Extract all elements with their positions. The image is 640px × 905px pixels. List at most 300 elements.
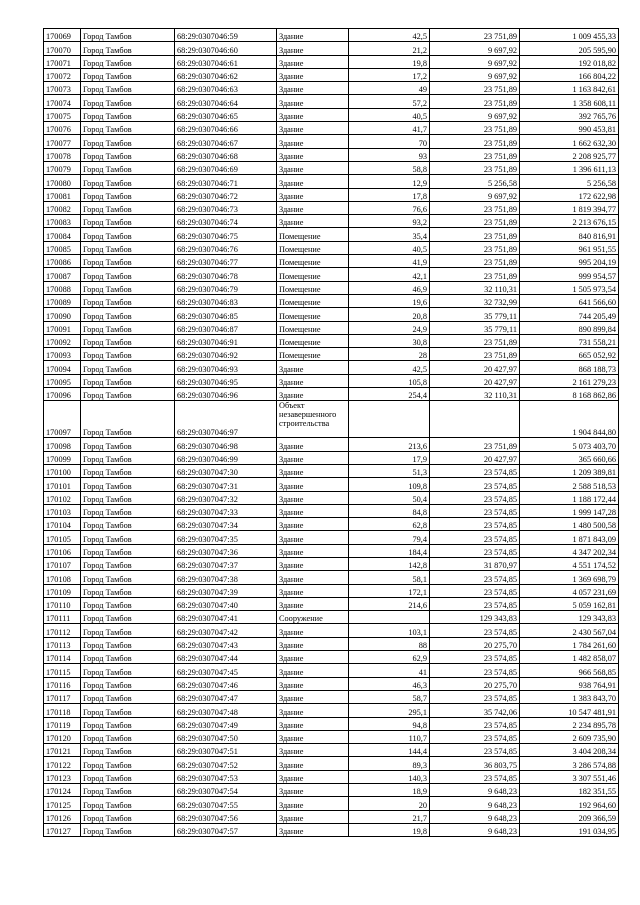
table-body xyxy=(44,29,619,837)
object-type-cell: Помещение xyxy=(277,348,349,361)
cadastral-number-cell: 68:29:0307046:87 xyxy=(175,321,277,334)
locality-cell: Город Тамбов xyxy=(81,401,175,438)
specific-value-cell: 9 648,23 xyxy=(430,797,520,810)
specific-value-cell: 23 751,89 xyxy=(430,95,520,108)
cadastral-value-cell: 1 999 147,28 xyxy=(520,504,619,517)
row-number-cell: 170082 xyxy=(44,201,81,214)
cadastral-value-cell: 744 205,49 xyxy=(520,308,619,321)
area-cell: 42,5 xyxy=(349,361,430,374)
specific-value-cell: 23 751,89 xyxy=(430,82,520,95)
locality-cell: Город Тамбов xyxy=(81,188,175,201)
row-number-cell: 170102 xyxy=(44,491,81,504)
cadastral-value-cell: 938 764,91 xyxy=(520,677,619,690)
table-row xyxy=(44,584,619,597)
area-cell: 70 xyxy=(349,135,430,148)
cadastral-value-cell: 1 369 698,79 xyxy=(520,571,619,584)
area-cell: 295,1 xyxy=(349,704,430,717)
cadastral-value-cell: 191 034,95 xyxy=(520,823,619,836)
specific-value-cell: 36 803,75 xyxy=(430,757,520,770)
area-cell: 12,9 xyxy=(349,175,430,188)
locality-cell: Город Тамбов xyxy=(81,42,175,55)
specific-value-cell: 23 574,85 xyxy=(430,744,520,757)
table-row xyxy=(44,690,619,703)
row-number-cell: 170071 xyxy=(44,55,81,68)
object-type-cell: Здание xyxy=(277,451,349,464)
table-row xyxy=(44,68,619,81)
cadastral-number-cell: 68:29:0307046:75 xyxy=(175,228,277,241)
area-cell xyxy=(349,611,430,624)
object-type-cell: Здание xyxy=(277,478,349,491)
locality-cell: Город Тамбов xyxy=(81,255,175,268)
specific-value-cell: 35 742,06 xyxy=(430,704,520,717)
cadastral-value-cell: 731 558,21 xyxy=(520,334,619,347)
row-number-cell: 170099 xyxy=(44,451,81,464)
area-cell: 40,5 xyxy=(349,108,430,121)
cadastral-value-cell: 868 188,73 xyxy=(520,361,619,374)
area-cell: 58,1 xyxy=(349,571,430,584)
table-row xyxy=(44,810,619,823)
area-cell: 30,8 xyxy=(349,334,430,347)
specific-value-cell: 23 751,89 xyxy=(430,135,520,148)
specific-value-cell: 9 648,23 xyxy=(430,823,520,836)
cadastral-value-cell: 3 404 208,34 xyxy=(520,744,619,757)
table-row xyxy=(44,438,619,451)
table-row xyxy=(44,29,619,42)
table-row xyxy=(44,797,619,810)
row-number-cell: 170110 xyxy=(44,597,81,610)
table-row xyxy=(44,108,619,121)
locality-cell: Город Тамбов xyxy=(81,544,175,557)
locality-cell: Город Тамбов xyxy=(81,451,175,464)
cadastral-number-cell: 68:29:0307046:85 xyxy=(175,308,277,321)
cadastral-number-cell: 68:29:0307047:38 xyxy=(175,571,277,584)
locality-cell: Город Тамбов xyxy=(81,294,175,307)
area-cell: 51,3 xyxy=(349,464,430,477)
table-row xyxy=(44,268,619,281)
area-cell: 18,9 xyxy=(349,784,430,797)
object-type-cell: Здание xyxy=(277,122,349,135)
specific-value-cell: 23 751,89 xyxy=(430,161,520,174)
specific-value-cell: 9 697,92 xyxy=(430,108,520,121)
cadastral-value-cell: 392 765,76 xyxy=(520,108,619,121)
cadastral-value-cell: 205 595,90 xyxy=(520,42,619,55)
table-row xyxy=(44,281,619,294)
area-cell: 41 xyxy=(349,664,430,677)
locality-cell: Город Тамбов xyxy=(81,677,175,690)
row-number-cell: 170086 xyxy=(44,255,81,268)
object-type-cell: Здание xyxy=(277,704,349,717)
area-cell: 140,3 xyxy=(349,770,430,783)
table-row xyxy=(44,135,619,148)
cadastral-number-cell: 68:29:0307046:60 xyxy=(175,42,277,55)
cadastral-value-cell: 5 256,58 xyxy=(520,175,619,188)
row-number-cell: 170115 xyxy=(44,664,81,677)
object-type-cell: Здание xyxy=(277,108,349,121)
area-cell: 62,8 xyxy=(349,518,430,531)
cadastral-number-cell: 68:29:0307046:99 xyxy=(175,451,277,464)
object-type-cell: Здание xyxy=(277,784,349,797)
area-cell: 41,7 xyxy=(349,122,430,135)
locality-cell: Город Тамбов xyxy=(81,148,175,161)
table-row xyxy=(44,544,619,557)
specific-value-cell: 5 256,58 xyxy=(430,175,520,188)
table-row xyxy=(44,122,619,135)
cadastral-number-cell: 68:29:0307046:83 xyxy=(175,294,277,307)
specific-value-cell: 20 427,97 xyxy=(430,361,520,374)
object-type-cell: Здание xyxy=(277,717,349,730)
locality-cell: Город Тамбов xyxy=(81,491,175,504)
area-cell: 50,4 xyxy=(349,491,430,504)
row-number-cell: 170105 xyxy=(44,531,81,544)
locality-cell: Город Тамбов xyxy=(81,784,175,797)
row-number-cell: 170108 xyxy=(44,571,81,584)
table-row xyxy=(44,664,619,677)
specific-value-cell: 9 697,92 xyxy=(430,42,520,55)
row-number-cell: 170074 xyxy=(44,95,81,108)
cadastral-value-cell: 1 009 455,33 xyxy=(520,29,619,42)
specific-value-cell: 20 275,70 xyxy=(430,677,520,690)
row-number-cell: 170118 xyxy=(44,704,81,717)
table-row xyxy=(44,161,619,174)
object-type-cell: Здание xyxy=(277,597,349,610)
cadastral-number-cell: 68:29:0307047:43 xyxy=(175,637,277,650)
table-row xyxy=(44,294,619,307)
table-row xyxy=(44,255,619,268)
table-row xyxy=(44,597,619,610)
object-type-cell: Здание xyxy=(277,730,349,743)
specific-value-cell xyxy=(430,401,520,438)
row-number-cell: 170069 xyxy=(44,29,81,42)
object-type-cell: Здание xyxy=(277,531,349,544)
table-row xyxy=(44,188,619,201)
area-cell: 58,7 xyxy=(349,690,430,703)
table-row xyxy=(44,504,619,517)
locality-cell: Город Тамбов xyxy=(81,704,175,717)
specific-value-cell: 9 697,92 xyxy=(430,55,520,68)
row-number-cell: 170075 xyxy=(44,108,81,121)
locality-cell: Город Тамбов xyxy=(81,823,175,836)
locality-cell: Город Тамбов xyxy=(81,637,175,650)
row-number-cell: 170103 xyxy=(44,504,81,517)
area-cell: 35,4 xyxy=(349,228,430,241)
cadastral-number-cell: 68:29:0307046:74 xyxy=(175,215,277,228)
table-row xyxy=(44,55,619,68)
cadastral-number-cell: 68:29:0307046:91 xyxy=(175,334,277,347)
row-number-cell: 170098 xyxy=(44,438,81,451)
area-cell: 214,6 xyxy=(349,597,430,610)
cadastral-value-cell: 999 954,57 xyxy=(520,268,619,281)
table-row xyxy=(44,95,619,108)
row-number-cell: 170088 xyxy=(44,281,81,294)
cadastral-number-cell: 68:29:0307046:92 xyxy=(175,348,277,361)
cadastral-number-cell: 68:29:0307047:31 xyxy=(175,478,277,491)
row-number-cell: 170081 xyxy=(44,188,81,201)
row-number-cell: 170097 xyxy=(44,401,81,438)
cadastral-number-cell: 68:29:0307047:55 xyxy=(175,797,277,810)
object-type-cell: Помещение xyxy=(277,294,349,307)
locality-cell: Город Тамбов xyxy=(81,571,175,584)
cadastral-number-cell: 68:29:0307047:39 xyxy=(175,584,277,597)
object-type-cell: Сооружение xyxy=(277,611,349,624)
row-number-cell: 170124 xyxy=(44,784,81,797)
cadastral-number-cell: 68:29:0307047:56 xyxy=(175,810,277,823)
specific-value-cell: 20 275,70 xyxy=(430,637,520,650)
specific-value-cell: 23 751,89 xyxy=(430,255,520,268)
locality-cell: Город Тамбов xyxy=(81,478,175,491)
locality-cell: Город Тамбов xyxy=(81,108,175,121)
cadastral-value-cell: 1 396 611,13 xyxy=(520,161,619,174)
locality-cell: Город Тамбов xyxy=(81,531,175,544)
table-row xyxy=(44,757,619,770)
locality-cell: Город Тамбов xyxy=(81,29,175,42)
cadastral-number-cell: 68:29:0307047:53 xyxy=(175,770,277,783)
locality-cell: Город Тамбов xyxy=(81,55,175,68)
cadastral-value-cell: 4 347 202,34 xyxy=(520,544,619,557)
cadastral-number-cell: 68:29:0307047:57 xyxy=(175,823,277,836)
object-type-cell: Здание xyxy=(277,797,349,810)
cadastral-value-cell: 966 568,85 xyxy=(520,664,619,677)
specific-value-cell: 23 574,85 xyxy=(430,504,520,517)
locality-cell: Город Тамбов xyxy=(81,122,175,135)
object-type-cell: Помещение xyxy=(277,334,349,347)
locality-cell: Город Тамбов xyxy=(81,664,175,677)
area-cell: 184,4 xyxy=(349,544,430,557)
cadastral-value-cell: 1 819 394,77 xyxy=(520,201,619,214)
object-type-cell: Помещение xyxy=(277,308,349,321)
cadastral-value-cell: 990 453,81 xyxy=(520,122,619,135)
cadastral-number-cell: 68:29:0307046:66 xyxy=(175,122,277,135)
area-cell: 20,8 xyxy=(349,308,430,321)
object-type-cell: Здание xyxy=(277,68,349,81)
area-cell: 41,9 xyxy=(349,255,430,268)
object-type-cell: Помещение xyxy=(277,281,349,294)
row-number-cell: 170106 xyxy=(44,544,81,557)
specific-value-cell: 23 751,89 xyxy=(430,241,520,254)
area-cell: 142,8 xyxy=(349,557,430,570)
cadastral-number-cell: 68:29:0307046:79 xyxy=(175,281,277,294)
specific-value-cell: 23 574,85 xyxy=(430,664,520,677)
row-number-cell: 170083 xyxy=(44,215,81,228)
area-cell: 42,5 xyxy=(349,29,430,42)
row-number-cell: 170121 xyxy=(44,744,81,757)
row-number-cell: 170073 xyxy=(44,82,81,95)
cadastral-number-cell: 68:29:0307046:76 xyxy=(175,241,277,254)
specific-value-cell: 23 574,85 xyxy=(430,571,520,584)
locality-cell: Город Тамбов xyxy=(81,690,175,703)
object-type-cell: Здание xyxy=(277,690,349,703)
cadastral-value-cell: 1 480 500,58 xyxy=(520,518,619,531)
specific-value-cell: 23 574,85 xyxy=(430,584,520,597)
cadastral-value-cell: 995 204,19 xyxy=(520,255,619,268)
cadastral-value-cell: 166 804,22 xyxy=(520,68,619,81)
cadastral-value-cell: 209 366,59 xyxy=(520,810,619,823)
locality-cell: Город Тамбов xyxy=(81,241,175,254)
row-number-cell: 170089 xyxy=(44,294,81,307)
object-type-cell: Здание xyxy=(277,464,349,477)
table-row xyxy=(44,464,619,477)
locality-cell: Город Тамбов xyxy=(81,757,175,770)
row-number-cell: 170072 xyxy=(44,68,81,81)
area-cell: 49 xyxy=(349,82,430,95)
cadastral-value-cell: 1 784 261,60 xyxy=(520,637,619,650)
table-row xyxy=(44,823,619,836)
row-number-cell: 170093 xyxy=(44,348,81,361)
locality-cell: Город Тамбов xyxy=(81,557,175,570)
object-type-cell: Здание xyxy=(277,29,349,42)
specific-value-cell: 35 779,11 xyxy=(430,308,520,321)
object-type-cell: Здание xyxy=(277,148,349,161)
cadastral-value-cell: 1 871 843,09 xyxy=(520,531,619,544)
locality-cell: Город Тамбов xyxy=(81,321,175,334)
area-cell: 46,3 xyxy=(349,677,430,690)
object-type-cell: Здание xyxy=(277,201,349,214)
row-number-cell: 170101 xyxy=(44,478,81,491)
cadastral-value-cell: 2 213 676,15 xyxy=(520,215,619,228)
specific-value-cell: 23 751,89 xyxy=(430,268,520,281)
locality-cell: Город Тамбов xyxy=(81,810,175,823)
locality-cell: Город Тамбов xyxy=(81,161,175,174)
object-type-cell: Здание xyxy=(277,571,349,584)
row-number-cell: 170116 xyxy=(44,677,81,690)
object-type-cell: Здание xyxy=(277,624,349,637)
row-number-cell: 170122 xyxy=(44,757,81,770)
locality-cell: Город Тамбов xyxy=(81,135,175,148)
cadastral-value-cell: 2 430 567,04 xyxy=(520,624,619,637)
cadastral-value-cell: 4 551 174,52 xyxy=(520,557,619,570)
area-cell: 24,9 xyxy=(349,321,430,334)
cadastral-value-cell: 1 505 973,54 xyxy=(520,281,619,294)
area-cell: 109,8 xyxy=(349,478,430,491)
cadastral-value-cell: 192 964,60 xyxy=(520,797,619,810)
area-cell: 213,6 xyxy=(349,438,430,451)
table-row xyxy=(44,478,619,491)
specific-value-cell: 23 574,85 xyxy=(430,464,520,477)
object-type-cell: Здание xyxy=(277,188,349,201)
table-row xyxy=(44,308,619,321)
area-cell: 46,9 xyxy=(349,281,430,294)
cadastral-number-cell: 68:29:0307047:33 xyxy=(175,504,277,517)
cadastral-number-cell: 68:29:0307046:69 xyxy=(175,161,277,174)
area-cell: 21,7 xyxy=(349,810,430,823)
locality-cell: Город Тамбов xyxy=(81,651,175,664)
cadastral-number-cell: 68:29:0307047:44 xyxy=(175,651,277,664)
cadastral-value-cell: 890 899,84 xyxy=(520,321,619,334)
row-number-cell: 170123 xyxy=(44,770,81,783)
cadastral-number-cell: 68:29:0307047:40 xyxy=(175,597,277,610)
cadastral-value-cell: 961 951,55 xyxy=(520,241,619,254)
cadastral-value-cell: 3 286 574,88 xyxy=(520,757,619,770)
area-cell: 19,6 xyxy=(349,294,430,307)
object-type-cell: Здание xyxy=(277,491,349,504)
row-number-cell: 170111 xyxy=(44,611,81,624)
area-cell: 40,5 xyxy=(349,241,430,254)
row-number-cell: 170080 xyxy=(44,175,81,188)
cadastral-value-cell: 1 662 632,30 xyxy=(520,135,619,148)
table-row xyxy=(44,557,619,570)
object-type-cell: Здание xyxy=(277,215,349,228)
table-row xyxy=(44,321,619,334)
area-cell: 105,8 xyxy=(349,374,430,387)
row-number-cell: 170127 xyxy=(44,823,81,836)
area-cell xyxy=(349,401,430,438)
locality-cell: Город Тамбов xyxy=(81,361,175,374)
table-row xyxy=(44,704,619,717)
cadastral-number-cell: 68:29:0307047:52 xyxy=(175,757,277,770)
area-cell: 93 xyxy=(349,148,430,161)
table-row xyxy=(44,770,619,783)
specific-value-cell: 23 574,85 xyxy=(430,478,520,491)
cadastral-value-cell: 1 482 858,07 xyxy=(520,651,619,664)
cadastral-number-cell: 68:29:0307046:63 xyxy=(175,82,277,95)
specific-value-cell: 9 697,92 xyxy=(430,68,520,81)
area-cell: 57,2 xyxy=(349,95,430,108)
specific-value-cell: 23 574,85 xyxy=(430,690,520,703)
object-type-cell: Здание xyxy=(277,823,349,836)
cadastral-number-cell: 68:29:0307046:62 xyxy=(175,68,277,81)
area-cell: 58,8 xyxy=(349,161,430,174)
object-type-cell: Здание xyxy=(277,42,349,55)
specific-value-cell: 23 574,85 xyxy=(430,544,520,557)
cadastral-value-cell: 1 163 842,61 xyxy=(520,82,619,95)
cadastral-number-cell: 68:29:0307047:47 xyxy=(175,690,277,703)
area-cell: 17,8 xyxy=(349,188,430,201)
locality-cell: Город Тамбов xyxy=(81,624,175,637)
area-cell: 144,4 xyxy=(349,744,430,757)
area-cell: 110,7 xyxy=(349,730,430,743)
specific-value-cell: 23 751,89 xyxy=(430,215,520,228)
locality-cell: Город Тамбов xyxy=(81,730,175,743)
cadastral-number-cell: 68:29:0307046:98 xyxy=(175,438,277,451)
area-cell: 21,2 xyxy=(349,42,430,55)
specific-value-cell: 23 574,85 xyxy=(430,518,520,531)
cadastral-number-cell: 68:29:0307047:51 xyxy=(175,744,277,757)
area-cell: 93,2 xyxy=(349,215,430,228)
area-cell: 62,9 xyxy=(349,651,430,664)
cadastral-value-cell: 1 383 843,70 xyxy=(520,690,619,703)
area-cell: 103,1 xyxy=(349,624,430,637)
area-cell: 79,4 xyxy=(349,531,430,544)
locality-cell: Город Тамбов xyxy=(81,268,175,281)
locality-cell: Город Тамбов xyxy=(81,348,175,361)
cadastral-value-cell: 5 073 403,70 xyxy=(520,438,619,451)
area-cell: 20 xyxy=(349,797,430,810)
cadastral-number-cell: 68:29:0307046:72 xyxy=(175,188,277,201)
cadastral-value-cell: 840 816,91 xyxy=(520,228,619,241)
table-row xyxy=(44,717,619,730)
cadastral-value-cell: 365 660,66 xyxy=(520,451,619,464)
object-type-cell: Помещение xyxy=(277,228,349,241)
row-number-cell: 170120 xyxy=(44,730,81,743)
table-row xyxy=(44,148,619,161)
specific-value-cell: 23 751,89 xyxy=(430,148,520,161)
object-type-cell: Здание xyxy=(277,770,349,783)
locality-cell: Город Тамбов xyxy=(81,201,175,214)
table-row xyxy=(44,361,619,374)
specific-value-cell: 23 574,85 xyxy=(430,597,520,610)
row-number-cell: 170104 xyxy=(44,518,81,531)
locality-cell: Город Тамбов xyxy=(81,744,175,757)
object-type-cell: Здание xyxy=(277,544,349,557)
table-row xyxy=(44,228,619,241)
area-cell: 88 xyxy=(349,637,430,650)
object-type-cell: Здание xyxy=(277,504,349,517)
specific-value-cell: 32 732,99 xyxy=(430,294,520,307)
area-cell: 254,4 xyxy=(349,388,430,401)
row-number-cell: 170092 xyxy=(44,334,81,347)
cadastral-number-cell: 68:29:0307047:46 xyxy=(175,677,277,690)
cadastral-value-table xyxy=(43,28,619,837)
table-row xyxy=(44,334,619,347)
